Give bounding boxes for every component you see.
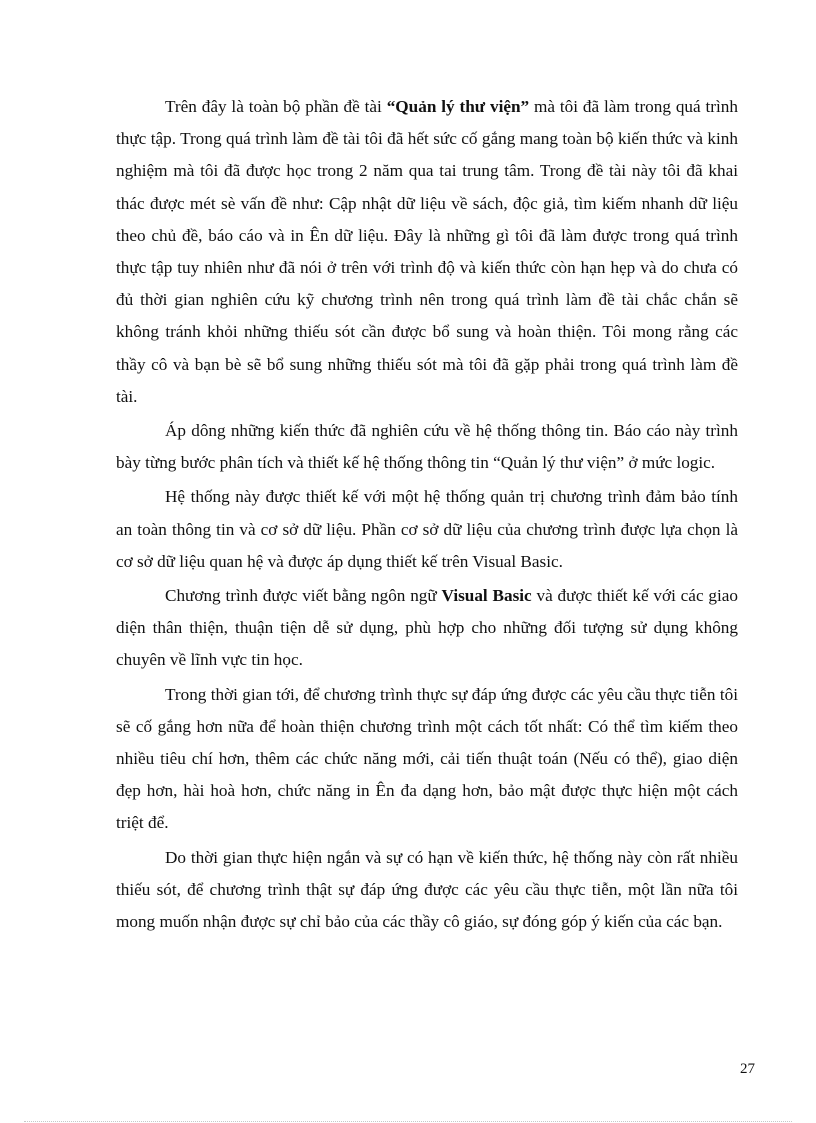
paragraph-text: Hệ thống này được thiết kế với một hệ thống quản trị chương trình đảm bảo tính an toàn thông tin và cơ sở dữ liệu. Phần cơ sở dữ liệu của chương trình được lựa chọn là cơ sở dữ liệu quan hệ và được áp dụng thiết kế trên Visual Basic. <box>116 487 738 571</box>
paragraph-text: và được thiết kế với các giao diện thân thiện, thuận tiện dễ sử dụng, phù hợp cho những đối tượng sử dụng không chuyên về lĩnh vực tin học. <box>116 586 738 670</box>
project-title-bold: “Quản lý thư viện” <box>386 97 530 116</box>
paragraph-text: Trên đây là toàn bộ phần đề tài <box>165 97 387 116</box>
paragraph-conclusion-summary <box>116 91 738 413</box>
page-number: 27 <box>740 1061 755 1077</box>
page-border-divider <box>24 1121 792 1122</box>
body-text <box>116 91 738 938</box>
paragraph-language <box>116 580 738 677</box>
paragraph-text: mà tôi đã làm trong quá trình thực tập. Trong quá trình làm đề tài tôi đã hết sức cố gắng mang toàn bộ kiến thức và kinh nghiệm mà tôi đã được học trong 2 năm qua tai trung tâm. Trong đề tài này tôi đã khai thác được mét sè vấn đề như: Cập nhật dữ liệu về sách, độc giả, tìm kiếm nhanh dữ liệu theo chủ đề, báo cáo và in Ên dữ liệu. Đây là những gì tôi đã làm được trong quá trình thực tập tuy nhiên như đã nói ở trên với trình độ và kiến thức còn hạn hẹp và do chưa có đủ thời gian nghiên cứu kỹ chương trình nên trong quá trình làm đề tài chắc chắn sẽ không tránh khỏi những thiếu sót cần được bổ sung và hoàn thiện. Tôi mong rằng các thầy cô và bạn bè sẽ bổ sung những thiếu sót mà tôi đã gặp phải trong quá trình làm đề tài. <box>116 97 738 406</box>
paragraph-text: Trong thời gian tới, để chương trình thực sự đáp ứng được các yêu cầu thực tiễn tôi sẽ cố gắng hơn nữa để hoàn thiện chương trình một cách tốt nhất: Có thể tìm kiếm theo nhiều tiêu chí hơn, thêm các chức năng mới, cải tiến thuật toán (Nếu có thể), giao diện đẹp hơn, hài hoà hơn, chức năng in Ên đa dạng hơn, bảo mật được thực hiện một cách triệt để. <box>116 684 738 833</box>
paragraph-text: Áp dông những kiến thức đã nghiên cứu về hệ thống thông tin. Báo cáo này trình bày từng bước phân tích và thiết kế hệ thống thông tin “Quản lý thư viện” ở mức logic. <box>116 421 738 473</box>
paragraph-text: Do thời gian thực hiện ngắn và sự có hạn về kiến thức, hệ thống này còn rất nhiều thiếu sót, để chương trình thật sự đáp ứng được các yêu cầu thực tiễn, một lần nữa tôi mong muốn nhận được sự chỉ bảo của các thầy cô giáo, sự đóng góp ý kiến của các bạn. <box>116 847 738 932</box>
paragraph-closing <box>116 842 738 939</box>
paragraph-text: Chương trình được viết bằng ngôn ngữ <box>165 586 442 606</box>
paragraph-report-scope <box>116 415 738 479</box>
language-name-bold: Visual Basic <box>441 586 532 606</box>
paragraph-future-work <box>116 679 738 840</box>
paragraph-system-design <box>116 481 738 578</box>
